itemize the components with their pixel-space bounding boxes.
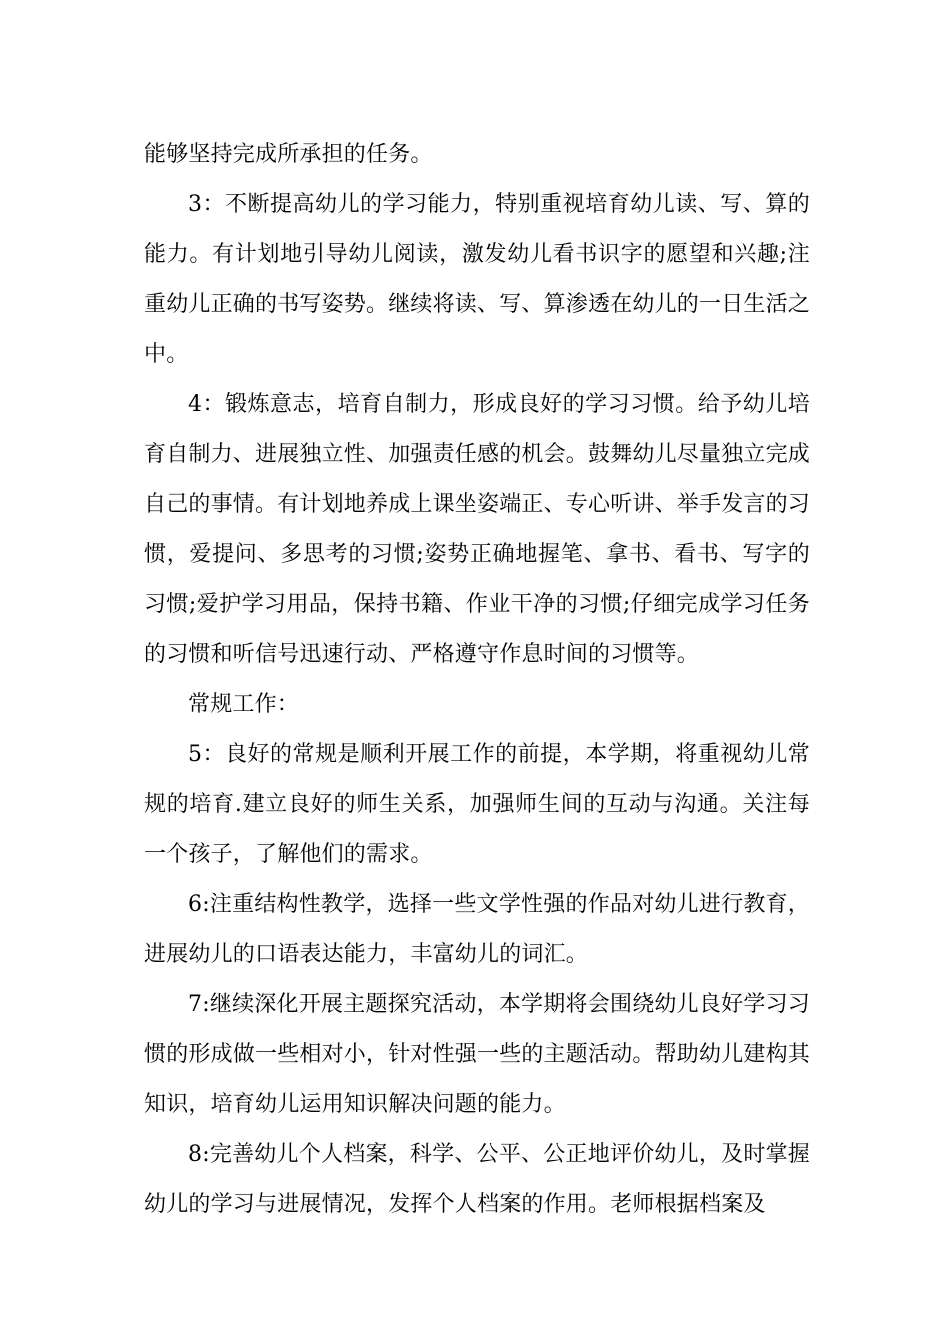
paragraph-item-6: 6:注重结构性教学，选择一些文学性强的作品对幼儿进行教育，进展幼儿的口语表达能力，丰富幼儿的词汇。	[144, 892, 810, 967]
section-heading-routine-work: 常规工作：	[188, 692, 300, 717]
paragraph-item-4: 4：锻炼意志，培育自制力，形成良好的学习习惯。给予幼儿培育自制力、进展独立性、加强责任感的机会。鼓舞幼儿尽量独立完成自己的事情。有计划地养成上课坐姿端正、专心听讲、举手发言的习惯，爱提问、多思考的习惯;姿势正确地握笔、拿书、看书、写字的习惯;爱护学习用品，保持书籍、作业干净的习惯;仔细完成学习任务的习惯和听信号迅速行动、严格遵守作息时间的习惯等。	[144, 392, 811, 667]
paragraph-item-8: 8:完善幼儿个人档案，科学、公平、公正地评价幼儿，及时掌握幼儿的学习与进展情况，发挥个人档案的作用。老师根据档案及	[144, 1142, 810, 1217]
paragraph-continuation: 能够坚持完成所承担的任务。	[144, 142, 433, 167]
document-body	[144, 130, 810, 1230]
paragraph-item-5: 5：良好的常规是顺利开展工作的前提，本学期，将重视幼儿常规的培育.建立良好的师生关系，加强师生间的互动与沟通。关注每一个孩子，了解他们的需求。	[144, 742, 810, 867]
paragraph-item-7: 7:继续深化开展主题探究活动，本学期将会围绕幼儿良好学习习惯的形成做一些相对小，针对性强一些的主题活动。帮助幼儿建构其知识，培育幼儿运用知识解决问题的能力。	[144, 992, 811, 1117]
paragraph-item-3: 3：不断提高幼儿的学习能力，特别重视培育幼儿读、写、算的能力。有计划地引导幼儿阅读，激发幼儿看书识字的愿望和兴趣;注重幼儿正确的书写姿势。继续将读、写、算渗透在幼儿的一日生活之中。	[144, 192, 811, 367]
